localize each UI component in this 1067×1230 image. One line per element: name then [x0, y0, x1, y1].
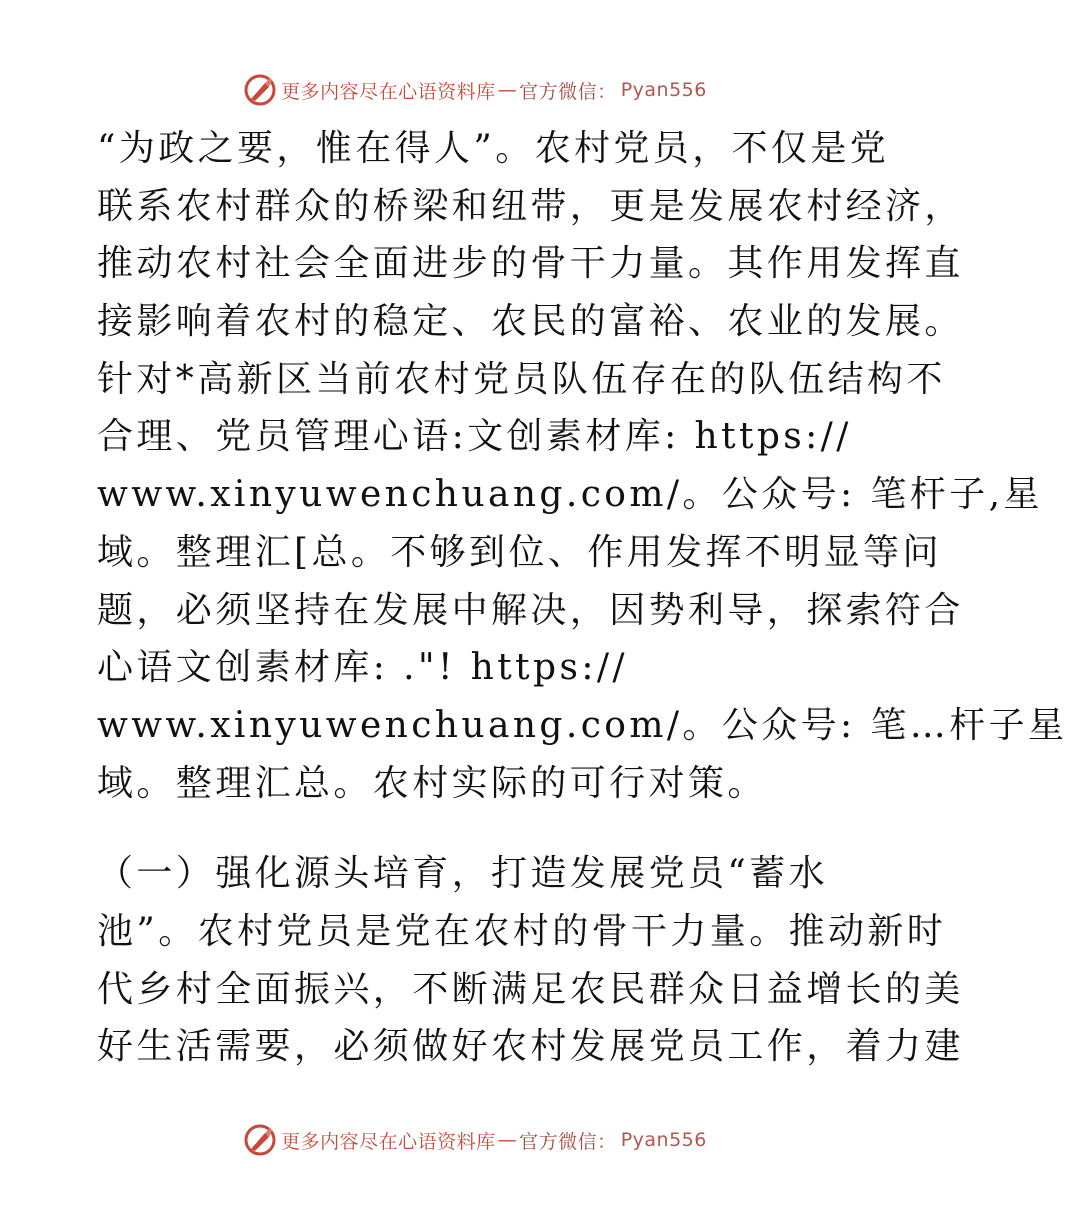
header-banner	[0, 70, 950, 110]
text-line: 好生活需要，必须做好农村发展党员工作，着力建	[97, 1026, 964, 1068]
text-line: 合理、党员管理心语:文创素材库: https://	[97, 416, 852, 458]
banner-separator: —	[497, 79, 518, 101]
text-line: 域。整理汇[总。不够到位、作用发挥不明显等问	[97, 531, 942, 573]
document-body	[97, 120, 1067, 1076]
text-line: www.xinyuwenchuang.com/。公众号: 笔杆子,星	[97, 474, 1043, 516]
text-line: 联系农村群众的桥梁和纽带，更是发展农村经济，	[97, 185, 964, 227]
text-line: 池”。农村党员是党在农村的骨干力量。推动新时	[97, 910, 947, 952]
paragraph-section-one	[97, 845, 964, 1076]
text-line: 题，必须坚持在发展中解决，因势利导，探索符合	[97, 589, 964, 631]
text-line: 域。整理汇总。农村实际的可行对策。	[97, 762, 767, 804]
text-line: 接影响着农村的稳定、农民的富裕、农业的发展。	[97, 301, 964, 343]
pen-nib-logo-icon	[243, 1123, 277, 1157]
banner-wechat-id: Pyan556	[620, 79, 707, 101]
banner-title: 更多内容尽在心语资料库	[281, 1130, 496, 1153]
pen-nib-logo-icon	[243, 73, 277, 107]
text-line: “为政之要，惟在得人”。农村党员，不仅是党	[97, 128, 890, 169]
paragraph-gap	[97, 812, 877, 845]
banner-wechat-id: Pyan556	[620, 1129, 707, 1151]
text-line: 心语文创素材库: ."! https://	[97, 647, 628, 689]
text-line: 推动农村社会全面进步的骨干力量。其作用发挥直	[97, 243, 964, 285]
banner-title: 更多内容尽在心语资料库	[281, 80, 496, 103]
banner-separator: —	[497, 1129, 518, 1151]
banner-wechat-label: 官方微信：	[519, 1130, 617, 1153]
footer-banner	[0, 1120, 950, 1160]
paragraph-intro	[97, 120, 1067, 812]
text-line: 针对*高新区当前农村党员队伍存在的队伍结构不	[97, 358, 946, 400]
text-line: 代乡村全面振兴，不断满足农民群众日益增长的美	[97, 968, 964, 1010]
text-line: www.xinyuwenchuang.com/。公众号: 笔…杆子星	[97, 704, 1067, 746]
banner-wechat-label: 官方微信：	[519, 80, 617, 103]
text-line: （一）强化源头培育，打造发展党员“蓄水	[97, 853, 829, 895]
